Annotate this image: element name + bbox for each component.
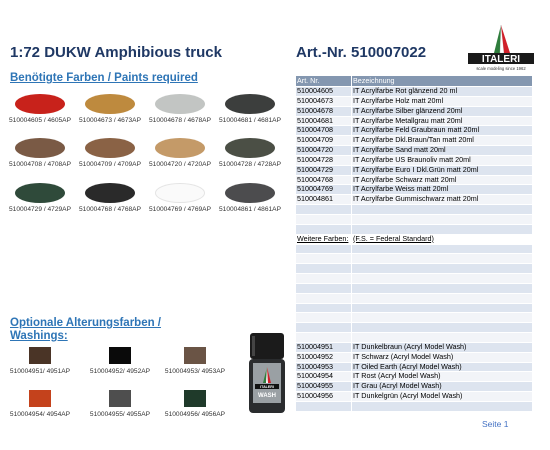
table-cell-article bbox=[296, 274, 352, 284]
paint-code: 510004681 / 4681AP bbox=[219, 117, 281, 124]
wash-color-square bbox=[109, 390, 131, 407]
paint-code: 510004605 / 4605AP bbox=[9, 117, 71, 124]
wash-color-square bbox=[184, 347, 206, 364]
wash-bottle-image bbox=[245, 331, 289, 415]
table-row-empty bbox=[296, 274, 532, 284]
wash-swatch bbox=[85, 390, 155, 418]
table-cell-description: IT Acrylfarbe Holz matt 20ml bbox=[352, 96, 533, 106]
table-row bbox=[296, 136, 532, 146]
table-row bbox=[296, 185, 532, 195]
paint-code: 510004720 / 4720AP bbox=[149, 161, 211, 168]
table-row bbox=[296, 352, 532, 362]
wash-color-square bbox=[29, 347, 51, 364]
table-cell-description bbox=[352, 254, 533, 264]
paint-swatch bbox=[215, 183, 285, 213]
wash-color-square bbox=[184, 390, 206, 407]
paint-code: 510004708 / 4708AP bbox=[9, 161, 71, 168]
table-row-empty bbox=[296, 313, 532, 323]
table-row bbox=[296, 96, 532, 106]
table-row bbox=[296, 165, 532, 175]
table-cell-article: 510004768 bbox=[296, 175, 352, 185]
paint-swatch bbox=[145, 138, 215, 168]
page-number: Seite 1 bbox=[482, 419, 509, 429]
paint-color-blob bbox=[85, 138, 135, 158]
table-cell-article: 510004769 bbox=[296, 185, 352, 195]
wash-code: 510004956/ 4956AP bbox=[164, 411, 226, 418]
table-cell-description bbox=[352, 205, 533, 215]
table-cell-article: 510004605 bbox=[296, 87, 352, 97]
table-cell-description: IT Acrylfarbe Gummischwarz matt 20ml bbox=[352, 195, 533, 205]
table-cell-article: 510004729 bbox=[296, 165, 352, 175]
table-row bbox=[296, 106, 532, 116]
table-row-empty bbox=[296, 283, 532, 293]
table-cell-article: Art. Nr. bbox=[296, 76, 352, 87]
table-cell-description bbox=[352, 402, 533, 411]
wash-color-square bbox=[29, 390, 51, 407]
table-cell-description bbox=[352, 323, 533, 333]
table-header-row bbox=[296, 76, 532, 87]
table-row bbox=[296, 362, 532, 372]
wash-code: 510004952/ 4952AP bbox=[89, 368, 151, 375]
table-cell-description bbox=[352, 303, 533, 313]
paint-code: 510004728 / 4728AP bbox=[219, 161, 281, 168]
table-cell-description: IT Acrylfarbe Sand matt 20ml bbox=[352, 146, 533, 156]
bottle-brand: ITALERI bbox=[260, 385, 274, 389]
table-cell-description: IT Acrylfarbe Silber glänzend 20ml bbox=[352, 106, 533, 116]
paint-color-blob bbox=[155, 183, 205, 203]
wash-code: 510004955/ 4955AP bbox=[89, 411, 151, 418]
table-cell-description: IT Grau (Acryl Model Wash) bbox=[352, 382, 533, 392]
paint-swatch bbox=[5, 138, 75, 168]
paint-color-blob bbox=[155, 138, 205, 158]
paint-swatch bbox=[5, 94, 75, 124]
table-cell-article bbox=[296, 313, 352, 323]
table-cell-article: 510004953 bbox=[296, 362, 352, 372]
table-cell-description: IT Acrylfarbe Dkl.Braun/Tan matt 20ml bbox=[352, 136, 533, 146]
table-cell-description: IT Acrylfarbe Metallgrau matt 20ml bbox=[352, 116, 533, 126]
wash-color-square bbox=[109, 347, 131, 364]
table-cell-description: IT Schwarz (Acryl Model Wash) bbox=[352, 352, 533, 362]
table-cell-description bbox=[352, 313, 533, 323]
paint-swatch bbox=[5, 183, 75, 213]
table-cell-article bbox=[296, 214, 352, 224]
paint-color-blob bbox=[15, 138, 65, 158]
table-row-empty bbox=[296, 303, 532, 313]
paint-color-blob bbox=[225, 183, 275, 203]
italeri-logo bbox=[466, 23, 536, 73]
table-cell-description: IT Acrylfarbe Weiss matt 20ml bbox=[352, 185, 533, 195]
table-row-empty bbox=[296, 254, 532, 264]
table-cell-description: IT Acrylfarbe Schwarz matt 20ml bbox=[352, 175, 533, 185]
paint-code: 510004769 / 4769AP bbox=[149, 206, 211, 213]
table-cell-article bbox=[296, 224, 352, 234]
table-cell-article: 510004951 bbox=[296, 342, 352, 352]
table-cell-article bbox=[296, 244, 352, 254]
wash-swatch bbox=[160, 347, 230, 375]
table-cell-article: 510004709 bbox=[296, 136, 352, 146]
table-cell-description bbox=[352, 293, 533, 303]
paint-swatch bbox=[75, 138, 145, 168]
table-row-empty bbox=[296, 205, 532, 215]
table-row bbox=[296, 175, 532, 185]
table-cell-description bbox=[352, 333, 533, 343]
logo-tagline: scale modeling since 1962 bbox=[476, 66, 526, 71]
table-cell-description bbox=[352, 283, 533, 293]
paint-color-blob bbox=[225, 138, 275, 158]
table-cell-article bbox=[296, 293, 352, 303]
wash-code: 510004953/ 4953AP bbox=[164, 368, 226, 375]
paint-swatch bbox=[145, 183, 215, 213]
table-cell-article bbox=[296, 264, 352, 274]
table-cell-article: Weitere Farben: bbox=[296, 234, 352, 244]
table-row bbox=[296, 342, 532, 352]
table-row bbox=[296, 392, 532, 402]
table-row bbox=[296, 116, 532, 126]
table-row bbox=[296, 126, 532, 136]
paint-color-blob bbox=[225, 94, 275, 114]
table-cell-article: 510004673 bbox=[296, 96, 352, 106]
table-row-empty bbox=[296, 224, 532, 234]
paint-code: 510004678 / 4678AP bbox=[149, 117, 211, 124]
table-cell-description: IT Oiled Earth (Acryl Model Wash) bbox=[352, 362, 533, 372]
paint-color-blob bbox=[85, 94, 135, 114]
paint-swatch bbox=[215, 94, 285, 124]
washings-heading: Optionale Alterungsfarben / Washings: bbox=[10, 317, 162, 342]
table-cell-description: IT Rost (Acryl Model Wash) bbox=[352, 372, 533, 382]
table-cell-article: 510004956 bbox=[296, 392, 352, 402]
paint-code: 510004709 / 4709AP bbox=[79, 161, 141, 168]
table-cell-article: 510004681 bbox=[296, 116, 352, 126]
paint-swatch bbox=[215, 138, 285, 168]
bottle-label: WASH bbox=[258, 393, 276, 399]
table-row-empty bbox=[296, 333, 532, 343]
table-cell-description: IT Acrylfarbe Feld Graubraun matt 20ml bbox=[352, 126, 533, 136]
logo-brand: ITALERI bbox=[481, 54, 521, 65]
table-cell-description: IT Dunkelgrün (Acryl Model Wash) bbox=[352, 392, 533, 402]
table-cell-article bbox=[296, 254, 352, 264]
table-cell-description bbox=[352, 264, 533, 274]
table-cell-article: 510004952 bbox=[296, 352, 352, 362]
table-cell-article bbox=[296, 303, 352, 313]
product-title: 1:72 DUKW Amphibious truck bbox=[10, 44, 222, 61]
table-cell-description: IT Acrylfarbe Euro I Dkl.Grün matt 20ml bbox=[352, 165, 533, 175]
table-row-empty bbox=[296, 402, 532, 411]
paint-code: 510004768 / 4768AP bbox=[79, 206, 141, 213]
table-cell-article: 510004861 bbox=[296, 195, 352, 205]
table-row-empty bbox=[296, 244, 532, 254]
paint-code: 510004673 / 4673AP bbox=[79, 117, 141, 124]
paint-swatch bbox=[75, 94, 145, 124]
table-cell-description bbox=[352, 214, 533, 224]
table-cell-article: 510004955 bbox=[296, 382, 352, 392]
paint-color-blob bbox=[85, 183, 135, 203]
wash-swatch bbox=[5, 347, 75, 375]
further-colors-row bbox=[296, 234, 532, 244]
paint-color-blob bbox=[155, 94, 205, 114]
table-row bbox=[296, 195, 532, 205]
table-row bbox=[296, 382, 532, 392]
table-cell-article bbox=[296, 402, 352, 411]
paint-table bbox=[296, 75, 532, 411]
table-cell-article: 510004708 bbox=[296, 126, 352, 136]
table-cell-description: (F.S. = Federal Standard) bbox=[352, 234, 533, 244]
table-cell-article bbox=[296, 323, 352, 333]
table-cell-description: IT Acrylfarbe US Braunoliv matt 20ml bbox=[352, 155, 533, 165]
wash-swatch bbox=[5, 390, 75, 418]
table-cell-description: IT Acrylfarbe Rot glänzend 20 ml bbox=[352, 87, 533, 97]
table-cell-article: 510004954 bbox=[296, 372, 352, 382]
table-cell-article bbox=[296, 205, 352, 215]
table-cell-article: 510004678 bbox=[296, 106, 352, 116]
table-row-empty bbox=[296, 264, 532, 274]
table-cell-description: Bezeichnung bbox=[352, 76, 533, 87]
paint-swatch bbox=[75, 183, 145, 213]
wash-swatch bbox=[85, 347, 155, 375]
table-cell-article: 510004728 bbox=[296, 155, 352, 165]
table-row-empty bbox=[296, 323, 532, 333]
paint-code: 510004861 / 4861AP bbox=[219, 206, 281, 213]
table-cell-description bbox=[352, 224, 533, 234]
table-cell-description: IT Dunkelbraun (Acryl Model Wash) bbox=[352, 342, 533, 352]
table-row bbox=[296, 372, 532, 382]
table-row bbox=[296, 146, 532, 156]
table-row bbox=[296, 155, 532, 165]
table-cell-article bbox=[296, 283, 352, 293]
table-cell-article bbox=[296, 333, 352, 343]
wash-code: 510004954/ 4954AP bbox=[9, 411, 71, 418]
table-row-empty bbox=[296, 293, 532, 303]
table-row-empty bbox=[296, 214, 532, 224]
table-row bbox=[296, 87, 532, 97]
table-cell-article: 510004720 bbox=[296, 146, 352, 156]
paints-heading: Benötigte Farben / Paints required bbox=[10, 72, 198, 84]
article-number: Art.-Nr. 510007022 bbox=[296, 44, 427, 61]
paint-swatch bbox=[145, 94, 215, 124]
paint-code: 510004729 / 4729AP bbox=[9, 206, 71, 213]
wash-swatch bbox=[160, 390, 230, 418]
table-cell-description bbox=[352, 244, 533, 254]
wash-code: 510004951/ 4951AP bbox=[9, 368, 71, 375]
paint-color-blob bbox=[15, 183, 65, 203]
table-cell-description bbox=[352, 274, 533, 284]
paint-color-blob bbox=[15, 94, 65, 114]
